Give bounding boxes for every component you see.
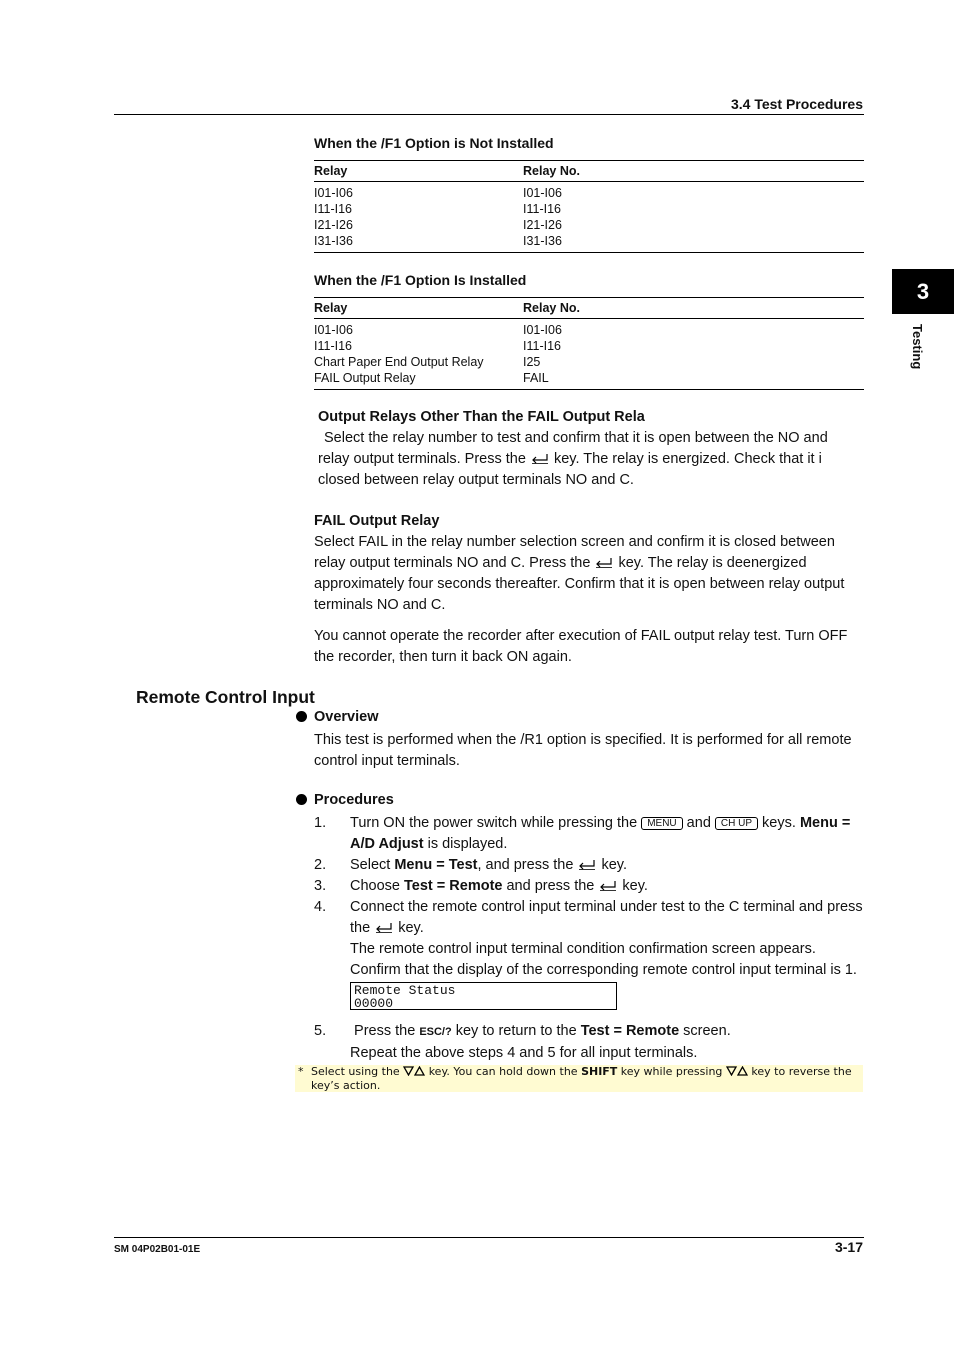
column-header: Relay [314,298,523,319]
lcd-line: 00000 [354,996,394,1011]
enter-key-icon [577,859,597,871]
text-span: key. [618,878,648,894]
bullet-icon [296,711,307,722]
chapter-number: 3 [916,278,930,304]
table-cell: I01-I06 [523,323,562,337]
page-number: 3-17 [834,1239,863,1255]
table-row [314,338,864,354]
text-span: key while pressing [617,1065,726,1078]
enter-key-icon [598,880,618,892]
table-cell: I31-I36 [314,233,523,253]
enter-key-icon [530,453,550,465]
table-row [314,217,864,233]
text-span: Overview [314,709,379,725]
table-cell: I25 [523,355,541,369]
up-down-arrow-keys-icon [726,1066,748,1076]
step-number: 2. [314,857,327,873]
step-number: 1. [314,815,327,831]
overview-line: control input terminals. [314,753,460,769]
text-span: The remote control input terminal condition confirmation screen appears. [350,941,816,957]
footnote-marker: * [298,1065,304,1078]
column-header: Relay No. [523,298,864,319]
text-span: is displayed. [423,836,508,852]
table-cell: FAIL Output Relay [314,370,523,390]
table-cell: I21-I26 [314,218,353,232]
enter-key-icon [374,922,394,934]
table-row [314,182,864,202]
column-header: Relay No. [523,161,864,182]
footer-rule [114,1237,864,1238]
text-span: relay output terminals NO and C. Press the [314,555,595,571]
text-span: the [350,920,375,936]
esc-key-label: ESC/? [419,1026,452,1038]
fail-relay-note: You cannot operate the recorder after execution of FAIL output relay test. Turn OFF [314,628,848,644]
text-span: relay output terminals. Press the [318,451,530,467]
text-span: Choose [350,878,405,894]
text-span: and press the [502,878,599,894]
text-span: screen. [679,1023,731,1039]
text-span: , and press the [477,857,578,873]
table-cell: I11-I16 [314,339,352,353]
other-relays-line: Select the relay number to test and confirm that it is open between the NO and [324,430,828,446]
text-span: Test = Remote [404,878,503,894]
text-span: Select [350,857,395,873]
text-span: Menu = Test [394,857,478,873]
step-number: 3. [314,878,327,894]
text-span: Turn ON the power switch while pressing the [350,815,642,831]
chapter-tab [892,269,954,314]
table-cell: Chart Paper End Output Relay [314,355,484,369]
table-row [314,319,864,339]
column-header: Relay [314,161,523,182]
step-number: 4. [314,899,327,915]
relay-table-not-installed [314,160,864,253]
chup-key: CH UP [715,817,758,830]
table-row [314,233,864,253]
overview-title [296,709,379,725]
other-relays-line: closed between relay output terminals NO and C. [318,472,634,488]
text-span: Menu = [799,815,851,831]
chapter-tab-label: Testing [910,324,925,370]
fail-relay-line [314,553,864,574]
section-header: 3.4 Test Procedures [730,96,863,112]
remote-status-display [350,982,617,1010]
table-cell: I01-I06 [314,186,353,200]
other-relays-line [318,449,868,470]
fail-relay-line: terminals NO and C. [314,597,446,613]
bullet-icon [296,794,307,805]
menu-key: MENU [641,817,682,830]
step-number: 5. [314,1023,327,1039]
table-row [314,354,864,370]
table-cell: I21-I26 [523,218,562,232]
remote-heading: Remote Control Input [136,687,315,707]
other-relays-title: Output Relays Other Than the FAIL Output Rela [318,409,645,425]
table-cell: I31-I36 [523,233,864,253]
text-span: Test = Remote [580,1023,680,1039]
text-span: key. [394,920,424,936]
procedures-title [296,792,394,808]
text-span: key’s action. [311,1079,381,1092]
table-cell: I01-I06 [523,186,562,200]
text-span: Connect the remote control input terminal under test to the C terminal and press [350,899,863,915]
header-rule [114,114,864,115]
table-cell: FAIL [523,370,864,390]
fail-relay-title: FAIL Output Relay [314,513,440,529]
fail-relay-note: the recorder, then turn it back ON again. [314,649,572,665]
text-span: key. The relay is deenergized [614,555,807,571]
text-span: Press the [354,1023,420,1039]
table-cell: I11-I16 [523,202,561,216]
document-id: SM 04P02B01-01E [114,1244,201,1255]
up-down-arrow-keys-icon [403,1066,425,1076]
text-span: Confirm that the display of the corresponding remote control input terminal is 1. [350,962,857,978]
overview-line: This test is performed when the /R1 option is specified. It is performed for all remote [314,732,852,748]
table-cell: I01-I06 [314,323,353,337]
table2-title: When the /F1 Option Is Installed [314,272,527,288]
text-span: key. The relay is energized. Check that it i [549,451,822,467]
text-span: Repeat the above steps 4 and 5 for all input terminals. [350,1045,698,1061]
text-span: A/D Adjust [350,836,424,852]
enter-key-icon [594,557,614,569]
text-span: keys. [758,815,800,831]
fail-relay-section [314,511,864,668]
fail-relay-line: Select FAIL in the relay number selection screen and confirm it is closed between [314,534,835,550]
table-row [314,370,864,390]
table-cell: I11-I16 [314,202,352,216]
text-span: key to reverse the [747,1065,852,1078]
text-span: key. [597,857,627,873]
text-span: key. You can hold down the [425,1065,582,1078]
table-cell: I11-I16 [523,339,561,353]
other-relays-section [318,407,868,491]
text-span: key to return to the [451,1023,581,1039]
fail-relay-line: approximately four seconds thereafter. Confirm that it is open between relay output [314,576,845,592]
footnote-box [295,1065,863,1092]
text-span: Select using the [311,1065,404,1078]
lcd-line: Remote Status [354,983,456,998]
table-row [314,201,864,217]
shift-key-label: SHIFT [581,1065,618,1078]
table1-title: When the /F1 Option is Not Installed [314,135,554,151]
text-span: and [682,815,715,831]
overview-text [314,730,864,772]
text-span: Procedures [314,792,394,808]
relay-table-installed [314,297,864,390]
